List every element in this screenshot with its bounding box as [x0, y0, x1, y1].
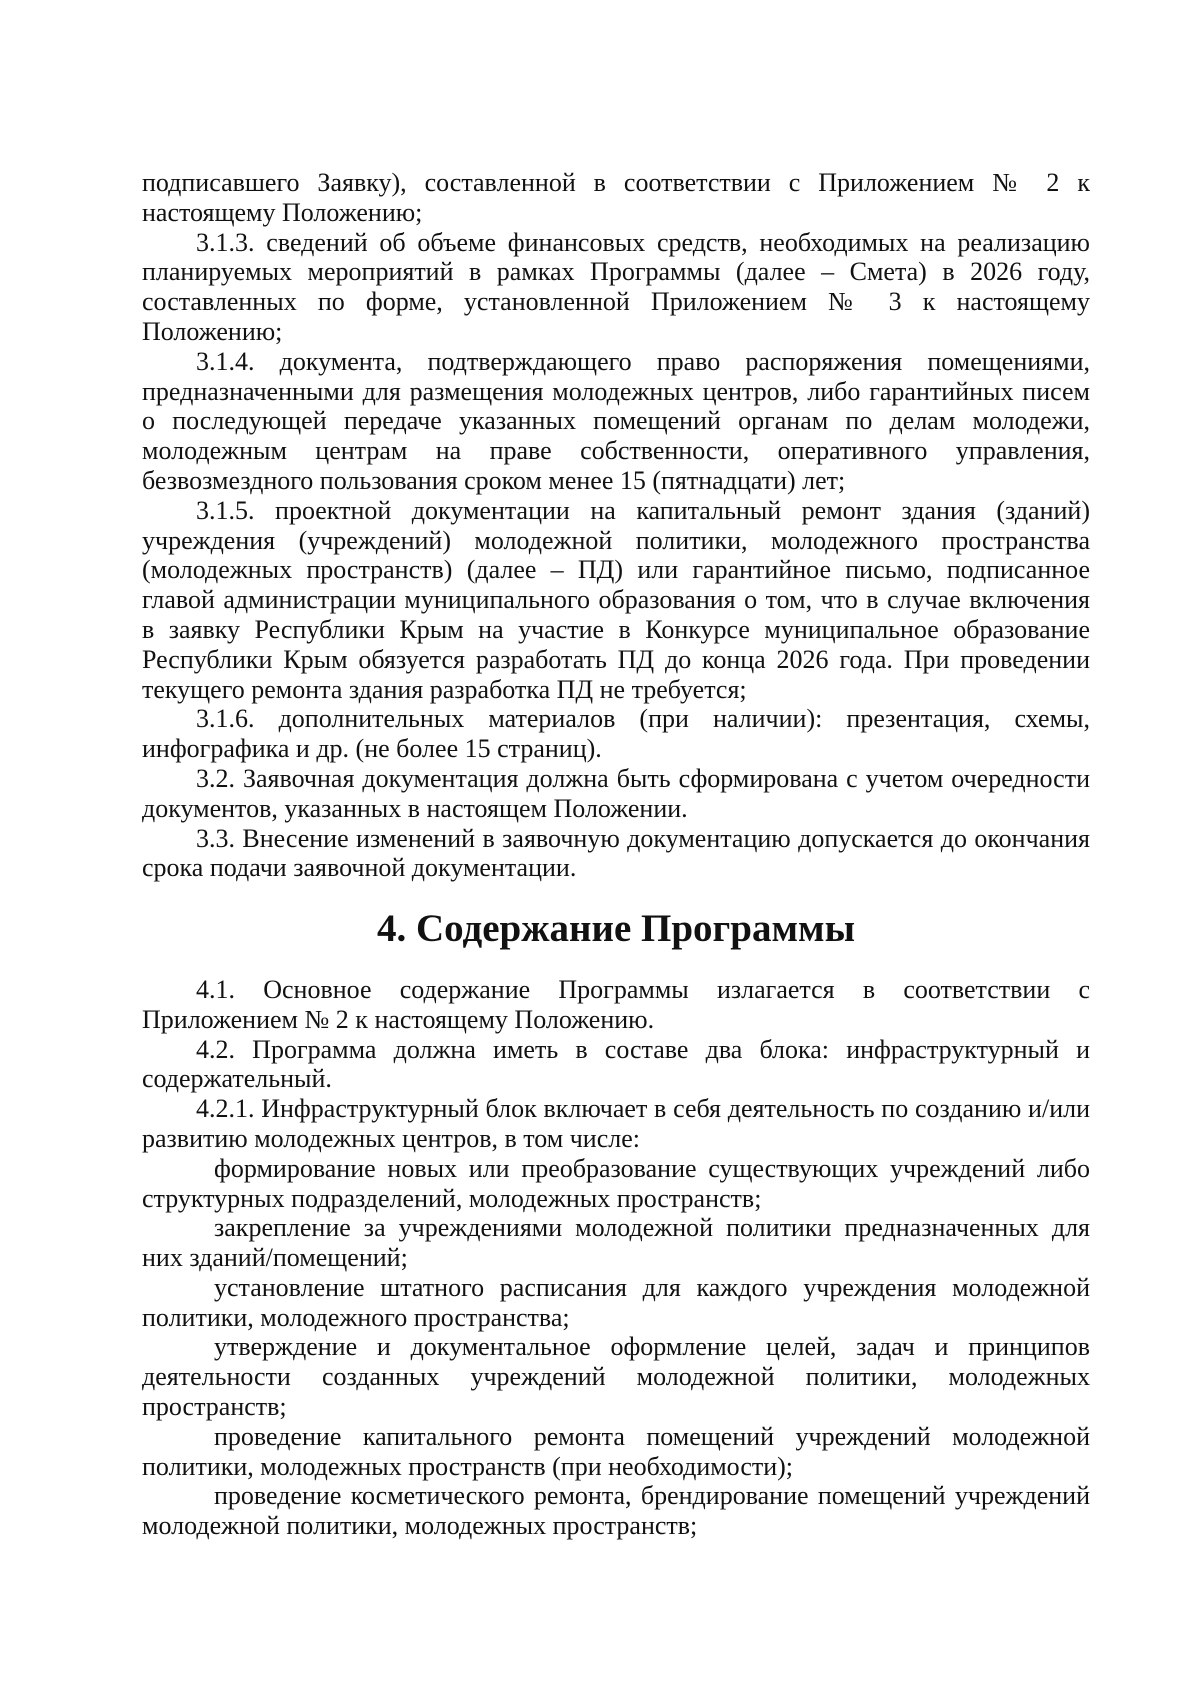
paragraph-4-1: 4.1. Основное содержание Программы излагается в соответствии с Приложением № 2 к настоящему Положению. [142, 974, 1090, 1034]
paragraph-4-2-1: 4.2.1. Инфраструктурный блок включает в себя деятельность по созданию и/или развитию молодежных центров, в том числе: [142, 1094, 1090, 1153]
paragraph-continuation: подписавшего Заявку), составленной в соответствии с Приложением № 2 к настоящему Положению; [142, 168, 1090, 227]
paragraph-3-3: 3.3. Внесение изменений в заявочную документацию допускается до окончания срока подачи заявочной документации. [142, 823, 1090, 883]
section-heading: 4. Содержание Программы [376, 907, 856, 951]
list-item: закрепление за учреждениями молодежной политики предназначенных для них зданий/помещений; [142, 1213, 1090, 1273]
list-item: утверждение и документальное оформление целей, задач и принципов деятельности созданных учреждений молодежной политики, молодежных пространств; [142, 1332, 1090, 1422]
paragraph-3-1-5: 3.1.5. проектной документации на капитальный ремонт здания (зданий) учреждения (учреждений) молодежной политики, молодежного пространства (молодежных пространств) (далее – ПД) или гарантийное письмо, подписанное главой администрации муниципального образования о том, что в случае включения в заявку Республики Крым на участие в Конкурсе муниципальное образование Республики Крым обязуется разработать ПД до конца 2026 года. При проведении текущего ремонта здания разработка ПД не требуется; [142, 495, 1090, 704]
list-item: проведение косметического ремонта, брендирование помещений учреждений молодежной политики, молодежных пространств; [142, 1481, 1090, 1541]
paragraph-3-1-4: 3.1.4. документа, подтверждающего право распоряжения помещениями, предназначенными для размещения молодежных центров, либо гарантийных писем о последующей передаче указанных помещений органам по делам молодежи, молодежным центрам на праве собственности, оперативного управления, безвозмездного пользования сроком менее 15 (пятнадцати) лет; [142, 346, 1090, 495]
paragraph-3-2: 3.2. Заявочная документация должна быть сформирована с учетом очередности документов, указанных в настоящем Положении. [142, 763, 1090, 823]
list-item: проведение капитального ремонта помещений учреждений молодежной политики, молодежных пространств (при необходимости); [142, 1421, 1090, 1481]
paragraph-3-1-6: 3.1.6. дополнительных материалов (при наличии): презентация, схемы, инфографика и др. (не более 15 страниц). [142, 704, 1090, 764]
document-page [142, 168, 1090, 1541]
paragraph-3-1-3: 3.1.3. сведений об объеме финансовых средств, необходимых на реализацию планируемых мероприятий в рамках Программы (далее – Смета) в 2026 году, составленных по форме, установленной Приложением № 3 к настоящему Положению; [142, 227, 1090, 346]
list-item: формирование новых или преобразование существующих учреждений либо структурных подразделений, молодежных пространств; [142, 1153, 1090, 1213]
paragraph-4-2: 4.2. Программа должна иметь в составе два блока: инфраструктурный и содержательный. [142, 1034, 1090, 1094]
list-item: установление штатного расписания для каждого учреждения молодежной политики, молодежного пространства; [142, 1272, 1090, 1332]
